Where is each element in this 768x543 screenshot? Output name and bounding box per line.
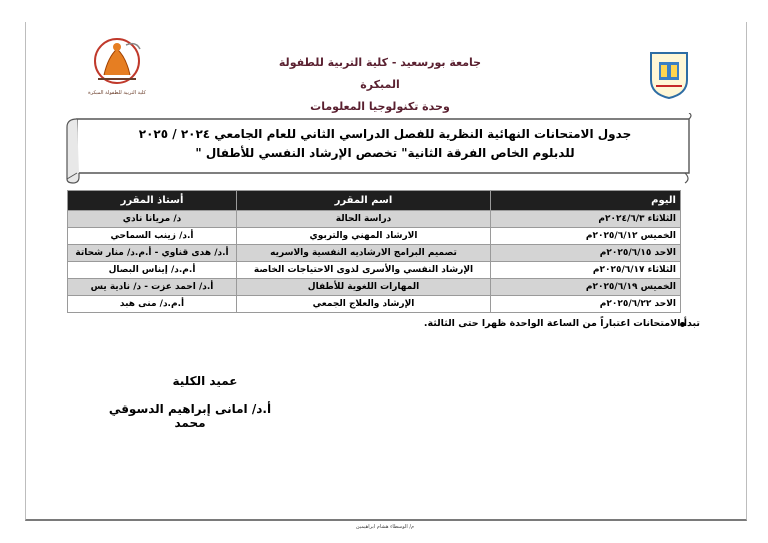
university-logo — [648, 50, 690, 100]
cell-course: تصميم البرامج الارشاديه النفسية والاسريه — [237, 245, 491, 262]
cell-professor: أ.م.د/ منى هبد — [68, 296, 237, 313]
header-professor: أستاذ المقرر — [68, 191, 237, 211]
cell-course: الإرشاد والعلاج الجمعي — [237, 296, 491, 313]
table-header-row — [68, 191, 681, 211]
header-day: اليوم — [491, 191, 681, 211]
cell-course: المهارات اللغوية للأطفال — [237, 279, 491, 296]
cell-day: الخميس ٢٠٢٥/٦/١٢م — [491, 228, 681, 245]
table-row — [68, 245, 681, 262]
cell-day: الاحد ٢٠٢٥/٦/١٥م — [491, 245, 681, 262]
exam-subtitle: للدبلوم الخاص الفرقة الثانية" تخصص الإرشاد النفسي للأطفال " — [195, 146, 575, 160]
table-row — [68, 262, 681, 279]
cell-professor: أ.م.د/ إيناس البصال — [68, 262, 237, 279]
faculty-logo — [86, 35, 148, 90]
table-row — [68, 296, 681, 313]
cell-professor: د/ مريانا نادي — [68, 211, 237, 228]
cell-day: الاحد ٢٠٢٥/٦/٢٢م — [491, 296, 681, 313]
university-header — [270, 52, 490, 118]
banner-text — [100, 125, 670, 163]
cell-day: الخميس ٢٠٢٥/٦/١٩م — [491, 279, 681, 296]
cell-day: الثلاثاء ٢٠٢٤/٦/٣م — [491, 211, 681, 228]
footer-note: م/ الوسطاء هشام ابراهيمين — [355, 524, 415, 530]
header-course: اسم المقرر — [237, 191, 491, 211]
faculty-logo-caption: كلية التربية للطفولة المبكرة — [88, 90, 146, 96]
cell-professor: أ.د/ هدى قناوي - أ.م.د/ منار شحاتة — [68, 245, 237, 262]
cell-day: الثلاثاء ٢٠٢٥/٦/١٧م — [491, 262, 681, 279]
exam-schedule-table — [67, 190, 681, 313]
dean-title: عميد الكلية — [172, 374, 238, 388]
cell-professor: أ.د/ زينب السماحي — [68, 228, 237, 245]
cell-course: الارشاد المهني والتربوي — [237, 228, 491, 245]
university-name: جامعة بورسعيد - كلية التربية للطفولة المبكرة — [278, 56, 482, 91]
cell-course: دراسة الحالة — [237, 211, 491, 228]
table-row — [68, 279, 681, 296]
exam-time-note: تبدأ الامتحانات اعتباراً من الساعة الواحدة ظهرا حتى الثالثة. — [423, 318, 700, 329]
unit-name: وحدة تكنولوجيا المعلومات — [310, 100, 450, 113]
table-row — [68, 228, 681, 245]
cell-course: الإرشاد النفسي والأسرى لذوى الاحتياجات الخاصة — [237, 262, 491, 279]
exam-title: جدول الامتحانات النهائية النظرية للفصل الدراسي الثاني للعام الجامعي ٢٠٢٤ / ٢٠٢٥ — [138, 127, 632, 141]
dean-name: أ.د/ امانى إبراهيم الدسوقي محمد — [108, 402, 272, 430]
cell-professor: أ.د/ احمد عزت - د/ نادية يس — [68, 279, 237, 296]
table-row — [68, 211, 681, 228]
